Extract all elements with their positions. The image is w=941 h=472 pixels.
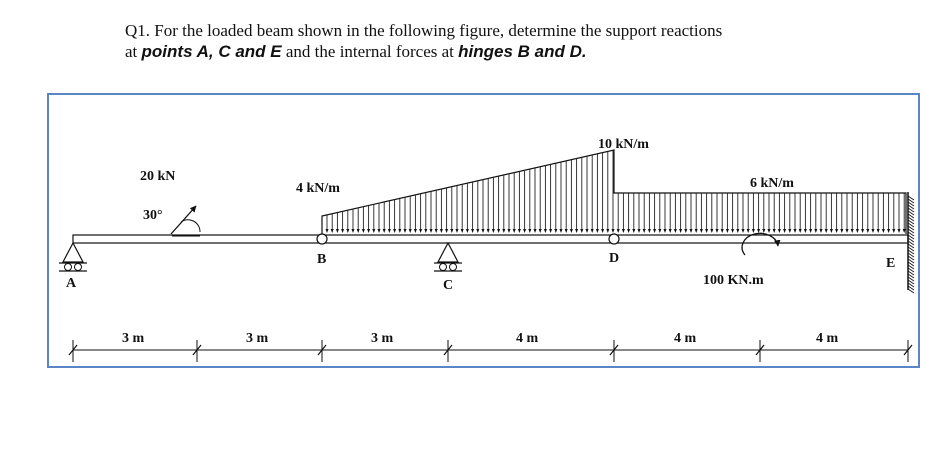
span-1-label: 3 m — [122, 331, 145, 346]
dimension-line — [69, 340, 912, 362]
point-E-label: E — [886, 256, 896, 271]
udl-end-label: 6 kN/m — [750, 176, 794, 191]
span-5-label: 4 m — [674, 331, 697, 346]
point-load-arrow — [171, 206, 200, 236]
hinge-B — [317, 234, 327, 244]
question-number: Q1. — [125, 21, 151, 40]
span-6-label: 4 m — [816, 331, 839, 346]
point-D-label: D — [609, 251, 620, 266]
question-hinges: hinges B and D. — [458, 42, 587, 61]
roller-support-C — [434, 243, 462, 271]
question-line1-text: For the loaded beam shown in the following figure, determine the support reactions — [154, 21, 723, 40]
span-4-label: 4 m — [516, 331, 539, 346]
hinge-D — [609, 234, 619, 244]
angle-label: 30° — [143, 208, 163, 223]
question-line2-prefix: at — [125, 42, 142, 61]
point-load-label: 20 kN — [140, 169, 176, 184]
question-points: points A, C and E — [141, 42, 282, 61]
fixed-wall-support-E — [908, 192, 914, 293]
udl-start-label: 4 kN/m — [296, 181, 340, 196]
point-A-label: A — [66, 276, 77, 291]
point-B-label: B — [317, 252, 327, 267]
roller-support-A — [59, 243, 87, 271]
distributed-load — [322, 150, 906, 234]
span-3-label: 3 m — [371, 331, 394, 346]
moment-label: 100 KN.m — [703, 273, 764, 288]
question-line2-middle: and the internal forces at — [281, 42, 459, 61]
udl-peak-label: 10 kN/m — [598, 137, 649, 152]
point-C-label: C — [443, 278, 454, 293]
span-2-label: 3 m — [246, 331, 269, 346]
